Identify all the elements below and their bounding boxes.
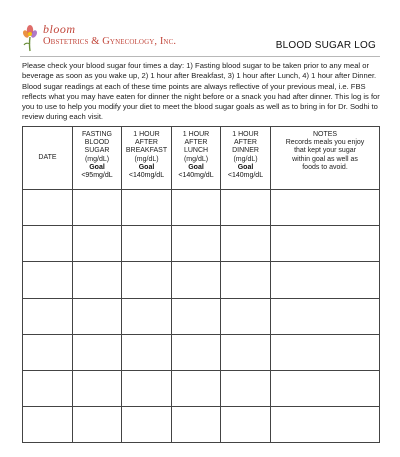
table-row — [23, 334, 380, 370]
entry-cell-fasting[interactable] — [73, 190, 122, 226]
entry-cell-notes[interactable] — [271, 226, 380, 262]
column-header-after-lunch — [172, 127, 221, 190]
header-line: AFTER — [184, 139, 208, 147]
header-divider — [20, 56, 380, 57]
column-header-after-dinner — [221, 127, 271, 190]
entry-cell-after-dinner[interactable] — [221, 334, 271, 370]
entry-cell-fasting[interactable] — [73, 262, 122, 298]
table-row — [23, 190, 380, 226]
entry-cell-after-breakfast[interactable] — [122, 407, 172, 443]
entry-cell-after-breakfast[interactable] — [122, 298, 172, 334]
goal-label: Goal — [188, 163, 204, 171]
entry-cell-fasting[interactable] — [73, 334, 122, 370]
entry-cell-notes[interactable] — [271, 334, 380, 370]
header-line: Records meals you enjoy — [285, 139, 365, 147]
goal-label: Goal — [138, 163, 155, 171]
column-header-after-breakfast — [122, 127, 172, 190]
entry-cell-after-breakfast[interactable] — [122, 334, 172, 370]
document-title: BLOOD SUGAR LOG — [275, 40, 376, 51]
entry-cell-after-dinner[interactable] — [221, 407, 271, 443]
header-line: AFTER — [234, 139, 257, 147]
entry-cell-date[interactable] — [23, 262, 73, 298]
goal-value: <140mg/dL — [128, 172, 165, 180]
header-line: that kept your sugar — [294, 147, 356, 155]
header-line: NOTES — [312, 131, 338, 138]
table-row — [23, 370, 380, 406]
entry-cell-after-lunch[interactable] — [172, 226, 221, 262]
header-line: 1 HOUR — [232, 131, 259, 138]
header-line: 1 HOUR — [133, 131, 160, 138]
entry-cell-after-dinner[interactable] — [221, 226, 271, 262]
entry-cell-date[interactable] — [23, 407, 73, 443]
entry-cell-fasting[interactable] — [73, 370, 122, 406]
logo-wordmark: bloom — [43, 22, 76, 36]
blood-sugar-log-table — [22, 126, 380, 443]
header-line: DATE — [38, 153, 57, 161]
entry-cell-after-breakfast[interactable] — [122, 226, 172, 262]
entry-cell-date[interactable] — [23, 190, 73, 226]
entry-cell-after-lunch[interactable] — [172, 407, 221, 443]
header-line: (mg/dL) — [233, 155, 258, 163]
header-line: BLOOD — [84, 139, 110, 147]
header-line: SUGAR — [84, 147, 110, 155]
header-line: BREAKFAST — [125, 147, 168, 155]
entry-cell-date[interactable] — [23, 334, 73, 370]
header-line: FASTING — [82, 131, 112, 138]
entry-cell-after-breakfast[interactable] — [122, 262, 172, 298]
table-row — [23, 407, 380, 443]
goal-label: Goal — [89, 163, 105, 171]
entry-cell-date[interactable] — [23, 370, 73, 406]
entry-cell-fasting[interactable] — [73, 226, 122, 262]
table-row — [23, 262, 380, 298]
entry-cell-notes[interactable] — [271, 262, 380, 298]
entry-cell-after-lunch[interactable] — [172, 262, 221, 298]
entry-cell-notes[interactable] — [271, 370, 380, 406]
entry-cell-fasting[interactable] — [73, 298, 122, 334]
column-header-notes — [271, 127, 380, 190]
table-header-row — [23, 127, 380, 190]
entry-cell-date[interactable] — [23, 226, 73, 262]
practice-name: Obstetrics & Gynecology, Inc. — [43, 36, 177, 47]
practice-logo — [20, 22, 190, 54]
entry-cell-after-lunch[interactable] — [172, 190, 221, 226]
header-line: (mg/dL) — [84, 155, 110, 163]
entry-cell-after-breakfast[interactable] — [122, 190, 172, 226]
header-line: AFTER — [135, 139, 158, 147]
entry-cell-after-breakfast[interactable] — [122, 370, 172, 406]
entry-cell-notes[interactable] — [271, 190, 380, 226]
header-line: DINNER — [232, 147, 259, 155]
entry-cell-notes[interactable] — [271, 407, 380, 443]
entry-cell-date[interactable] — [23, 298, 73, 334]
entry-cell-after-lunch[interactable] — [172, 334, 221, 370]
entry-cell-fasting[interactable] — [73, 407, 122, 443]
table-row — [23, 298, 380, 334]
entry-cell-after-dinner[interactable] — [221, 190, 271, 226]
entry-cell-after-lunch[interactable] — [172, 370, 221, 406]
goal-value: <140mg/dL — [178, 172, 214, 180]
table-body — [23, 190, 380, 443]
goal-value: <95mg/dL — [81, 172, 113, 180]
header-line: LUNCH — [183, 147, 209, 155]
column-header-date — [23, 127, 73, 190]
entry-cell-after-dinner[interactable] — [221, 370, 271, 406]
entry-cell-after-lunch[interactable] — [172, 298, 221, 334]
goal-label: Goal — [237, 163, 254, 171]
instructions-paragraph: Please check your blood sugar four times a day: 1) Fasting blood sugar to be taken prior to any meal or beverage as soon as you wake up, 2) 1 hour after Breakfast, 3) 1 hour after Lunch, 4) 1 hour after Dinner. Blood sugar readings at each of these time points are always reflective of your previous meal, i.e. FBS reflects what you may have eaten for dinner the night before or a snack you had after dinner. This log is for you to use to help you modify your diet to meet the blood sugar goals as well as to bring in for Dr. Sodhi to review during each visit. — [22, 61, 380, 122]
entry-cell-notes[interactable] — [271, 298, 380, 334]
header-line: within goal as well as — [292, 155, 358, 163]
header-line: (mg/dL) — [134, 155, 159, 163]
column-header-fasting — [73, 127, 122, 190]
header-line: 1 HOUR — [182, 131, 210, 138]
entry-cell-after-dinner[interactable] — [221, 262, 271, 298]
table-row — [23, 226, 380, 262]
header-line: foods to avoid. — [302, 163, 348, 171]
bloom-flower-logo-icon — [20, 22, 40, 52]
goal-value: <140mg/dL — [227, 172, 264, 180]
entry-cell-after-dinner[interactable] — [221, 298, 271, 334]
header-line: (mg/dL) — [183, 155, 209, 163]
